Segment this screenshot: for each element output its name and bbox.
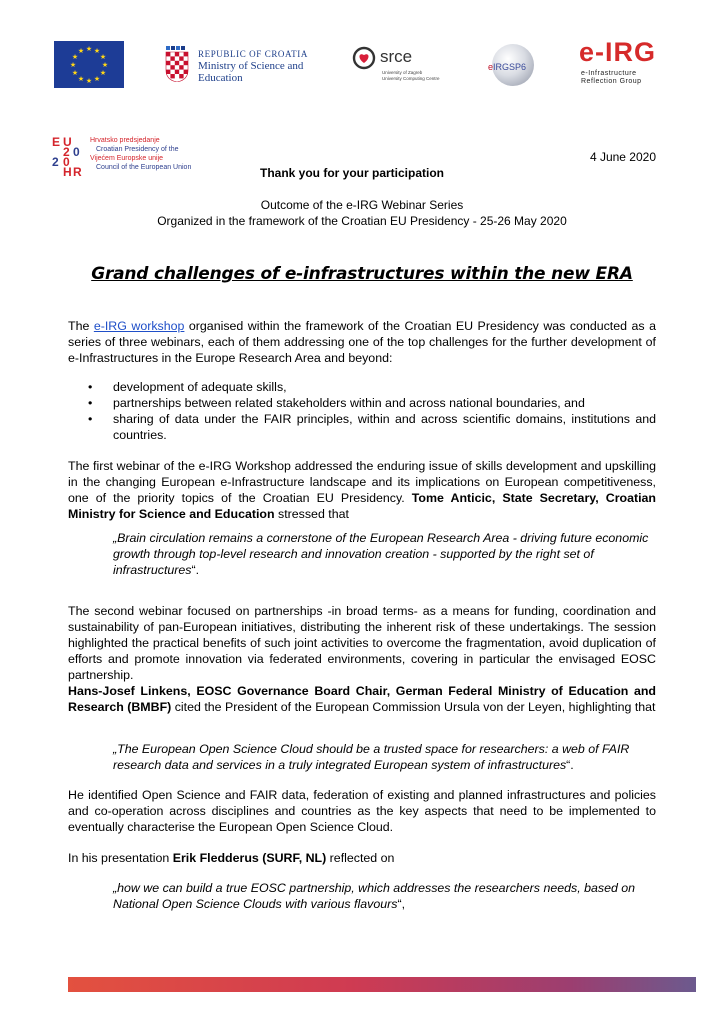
srce-sub-line2: University Computing Centre <box>382 76 440 81</box>
para3-text: cited the President of the European Commission Ursula von der Leyen, highlighting that <box>171 700 656 714</box>
intro-paragraph <box>68 318 656 366</box>
presidency-en-line2: Council of the European Union <box>96 164 192 171</box>
intro-pre: The <box>68 319 94 333</box>
thanks-text: Thank you for your participation <box>259 166 444 180</box>
outcome-line1: Outcome of the e-IRG Webinar Series <box>260 198 464 212</box>
list-item: • development of adequate skills, <box>68 379 656 395</box>
eu-flag-logo <box>54 41 124 88</box>
svg-text:★: ★ <box>71 69 79 77</box>
croatia-ministry-logo <box>165 46 325 86</box>
para1-tail: stressed that <box>274 507 349 521</box>
eu2020-glyph: R <box>73 165 82 179</box>
thanks-line <box>0 166 724 180</box>
quote3-text: „how we can build a true EOSC partnership, which addresses the researchers needs, based on National Open Science Clouds with various flavours <box>113 881 636 911</box>
svg-text:★: ★ <box>69 61 77 69</box>
linkens-paragraph <box>68 683 656 715</box>
para1-speaker: Tome Anticic, State Secretary, Croatian Ministry for Science and Education <box>68 491 656 521</box>
quote-eosc-partnership <box>113 880 658 912</box>
croatia-logo-line2: Ministry of Science and <box>198 60 304 72</box>
intro-post: organised within the framework of the Croatian EU Presidency was conducted as a series of three webinars, each of them addressing one of the top challenges for the further development of e-Infrastructures in the Europe Research Area and beyond: <box>68 319 656 365</box>
eirg-logo-sub1: e-Infrastructure <box>581 70 637 77</box>
eirg-sp6-logo <box>484 42 544 88</box>
srce-name: srce <box>380 47 413 66</box>
quote1-text: „Brain circulation remains a cornerstone of the European Research Area - driving future economic growth through top-level research and innovation creation - supported by the right set of infrastructures <box>113 531 649 577</box>
eu2020-glyph: 2 <box>52 155 59 169</box>
eirg-logo-text: e-IRG <box>579 37 657 67</box>
svg-text:★: ★ <box>99 69 107 77</box>
srce-sub-line1: University of Zagreb <box>382 70 423 75</box>
open-science-paragraph: He identified Open Science and FAIR data, federation of existing and planned infrastructures and policies and co-operation across disciplines and countries as the key aspects that need to be implemented to eventually characterise the European Open Science Cloud. <box>68 788 656 834</box>
svg-text:★: ★ <box>77 75 85 83</box>
svg-text:★: ★ <box>101 61 109 69</box>
svg-text:★: ★ <box>93 75 101 83</box>
outcome-block <box>0 197 724 229</box>
eu2020-glyph: H <box>63 165 72 179</box>
eu2020-glyph: 2 <box>63 145 70 159</box>
fledderus-paragraph <box>68 850 656 866</box>
svg-text:★: ★ <box>85 77 93 85</box>
list-item: • partnerships between related stakeholders within and across national boundaries, and <box>68 395 656 411</box>
document-title: Grand challenges of e-infrastructures within the new ERA <box>91 264 633 284</box>
croatia-logo-line1: REPUBLIC OF CROATIA <box>198 49 308 59</box>
eu2020-glyph: 0 <box>73 145 80 159</box>
eu2020-glyph: U <box>63 135 72 149</box>
srce-logo <box>352 44 452 86</box>
svg-text:★: ★ <box>71 53 79 61</box>
para1-text: The first webinar of the e-IRG Workshop addressed the enduring issue of skills development and upskilling in the changing European e-Infrastructure landscape and its implications on European competitiveness, one of the priority topics of the Croatian EU Presidency. <box>68 459 656 505</box>
svg-text:★: ★ <box>85 45 93 53</box>
croatia-logo-line3: Education <box>198 72 243 84</box>
quote2-text: „The European Open Science Cloud should be a trusted space for researchers: a web of FAIR research data and services in a truly integrated European system of infrastructures <box>113 742 630 772</box>
eu2020-glyph: 0 <box>63 155 70 169</box>
presidency-hr-line1: Hrvatsko predsjedanje <box>90 137 160 144</box>
footer-gradient-bar <box>68 977 696 992</box>
croatia-coat-of-arms-icon <box>165 46 189 82</box>
para5-speaker: Erik Fledderus (SURF, NL) <box>172 851 327 865</box>
para5-pre: In his presentation <box>68 851 173 865</box>
presidency-en-line1: Croatian Presidency of the <box>96 146 179 153</box>
challenge-list <box>68 379 656 443</box>
srce-heart-icon <box>352 46 378 70</box>
quote2-end: “. <box>566 758 574 772</box>
first-webinar-paragraph <box>68 458 656 522</box>
sp6-e: e <box>488 62 494 72</box>
eu2020-glyph: E <box>52 135 61 149</box>
quote-brain-circulation <box>113 530 658 578</box>
svg-text:★: ★ <box>99 53 107 61</box>
document-date: 4 June 2020 <box>589 150 656 164</box>
para5-post: reflected on <box>326 851 395 865</box>
presidency-hr-line2: Vijećem Europske unije <box>90 155 164 162</box>
eirg-workshop-link[interactable]: e-IRG workshop <box>93 319 185 333</box>
para3-speaker: Hans-Josef Linkens, EOSC Governance Board Chair, German Federal Ministry of Education and Research (BMBF) <box>68 684 656 714</box>
sp6-rest: IRGSP6 <box>493 62 527 72</box>
list-item: • sharing of data under the FAIR principles, within and across scientific domains, institutions and countries. <box>68 411 656 443</box>
eirg-logo-sub2: Reflection Group <box>581 78 642 85</box>
eirg-logo <box>577 37 677 87</box>
quote1-end: “. <box>191 563 200 577</box>
svg-text:★: ★ <box>93 47 101 55</box>
second-webinar-paragraph: The second webinar focused on partnerships -in broad terms- as a means for funding, coordination and sustainability of pan-European initiatives, distributing the inherent risk of these undertakings. The session highlighted the practical benefits of such joint activities to overcome the fragmentation, avoid duplication of efforts and promote innovation via federated environments, covering in particular the envisaged EOSC partnership. <box>68 604 656 682</box>
quote3-end: “, <box>397 897 406 911</box>
svg-text:★: ★ <box>77 47 85 55</box>
outcome-line2: Organized in the framework of the Croatian EU Presidency - 25-26 May 2020 <box>157 214 567 228</box>
quote-eosc-trusted-space <box>113 741 658 773</box>
